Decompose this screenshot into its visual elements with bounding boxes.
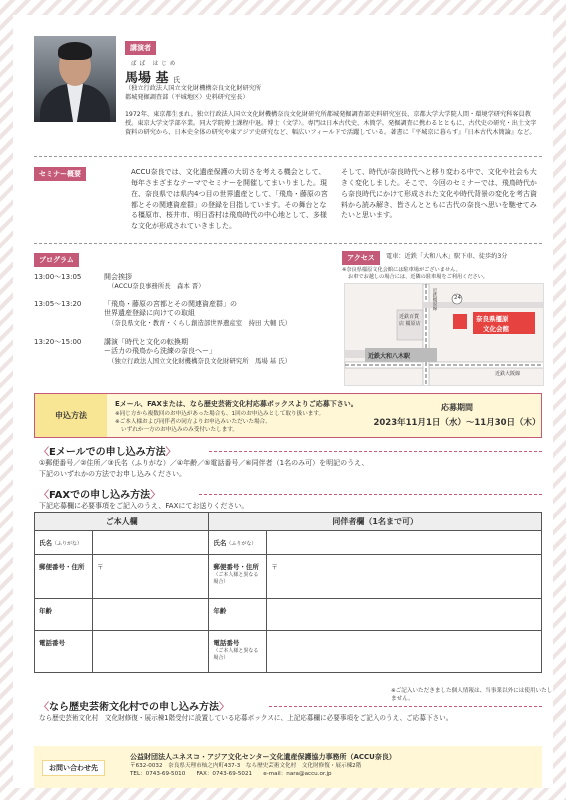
contact-address: 〒632-0032 奈良県天理市杣之内町437-3 なら歴史芸術文化村 文化財修復・展示棟2階 [130,763,362,769]
section-rule [269,706,542,707]
village-instructions: なら歴史芸術文化村 文化財修復・展示棟1階受付に設置している応募ボックスに、上記応募欄に必要事項をご記入のうえ、ご応募下さい。 [39,714,453,722]
seminar-text-left: ACCU奈良では、文化遺産保護の大切さを考える機会として、毎年さまざまなテーマでセミナーを開催してまいりました。現在、奈良県では県内4つ目の世界遺産として、「飛鳥・藤原の宮都とその関連資産群」の登録を目指しています。その舞台となる橿原市、桜井市、明日香村は飛鳥時代の中心地として、多様な文化が形成されていきました。 [131,168,328,231]
program-time: 13:05～13:20 [34,300,82,308]
access-notes: ※奈良県橿原文化会館には駐車場がございません。 お車でお越しの場合には、近隣の駐車場をご利用ください。 [342,267,489,281]
fax-form: ご本人欄 同伴者欄（1名まで可） 氏名（ふりがな） 氏名（ふりがな） 郵便番号・住所 〒 郵便番号・住所 （ご本人様と異なる場合） 〒 年齢 年齢 電話番号 電話番号 （ご本人様と異なる場合） [34,512,542,673]
self-column-header: ご本人欄 [35,513,209,531]
fax-instructions: 下記応募欄に必要事項をご記入のうえ、FAXにてお送りください。 [39,502,249,510]
divider [34,243,542,244]
companion-name-field[interactable] [267,531,542,555]
access-transit: 電車：近鉄「大和八木」駅下車、徒歩約3分 [386,253,508,260]
lecturer-photo [34,36,116,122]
map-venue-label: 奈良県橿原 [476,315,509,323]
period-value: 2023年11月1日（水）～11月30日（木） [373,418,541,428]
map-road-label: 近鉄橿原線 [432,288,437,311]
privacy-note: ※ご記入いただきました個人情報は、当事業以外には使用いたしません。 [391,688,553,702]
map-store-label: 近鉄百貨店 橿原店 [399,314,421,327]
section-rule [209,451,542,452]
village-section-title: 〈なら歴史芸術文化村での申し込み方法〉 [39,702,229,713]
lecturer-tag: 講演者 [125,41,156,55]
seminar-text-right: そして、時代が奈良時代へと移り変わる中で、文化や社会も大きく変化しました。そこで、今回のセミナーでは、飛鳥時代から奈良時代にかけて形成された文化や時代背景の変化を考古資料から読み解き、皆さんとともに古代の奈良へ思いを馳せてみたいと思います。 [341,168,537,220]
self-name-field[interactable] [93,531,209,555]
map-station-label: 近鉄大和八木駅 [368,353,411,360]
access-map [344,283,544,386]
apply-note: ※ご本人様および同伴者の同方よりお申込みいただいた場合、 [115,418,271,425]
map-line-label: 近鉄大阪線 [495,371,521,377]
program-time: 13:20～15:00 [34,338,82,346]
venue-marker [453,314,467,329]
apply-note: いずれか一方のお申込みのみ受付いたします。 [121,426,239,433]
access-tag: アクセス [342,251,380,265]
lecturer-ruby: ばば はじめ [131,61,179,67]
map-venue-label: 文化会館 [483,325,509,333]
program-time: 13:00～13:05 [34,273,82,281]
fax-section-title: 〈FAXでの申し込み方法〉 [39,490,161,501]
companion-phone-field[interactable] [267,631,542,673]
companion-address-field[interactable]: 〒 [267,555,542,599]
section-rule [199,494,542,495]
email-instructions: ①郵便番号／②住所／③氏名（ふりがな）／④年齢／⑤電話番号／⑥同伴者（1名のみ可）を明記のうえ、 下記のいずれかの方法でお申し込みください。 [39,459,369,478]
map-route-label: 24 [454,295,461,301]
self-age-field[interactable] [93,599,209,631]
seminar-tag: セミナー概要 [34,167,86,181]
apply-method: Eメール、FAXまたは、なら歴史芸術文化村応募ボックスよりご応募下さい。 [115,400,358,408]
lecturer-name: 馬場 基 氏 [125,71,181,86]
self-address-field[interactable]: 〒 [93,555,209,599]
divider [34,156,542,157]
companion-age-field[interactable] [267,599,542,631]
self-phone-field[interactable] [93,631,209,673]
period-label: 応募期間 [441,403,473,412]
flyer-back-page: 講演者 ばば はじめ 馬場 基 氏 （独立行政法人国立文化財機構奈良文化財研究所 都城発掘調査部（平城地区）史料研究室長） 1972年、東京都生まれ。独立行政法人国立文化財機構奈良文化財研究所都城発掘調査部史料研究室長、京都大学大学院人間・環境学研究科客員教授。東京大学文学部卒業。同大学院博士課程中退。博士（文学）。専門は日本古代史、木簡学。発掘調査に携わるとともに、古代史の研究・出土文字資料の研究から、日本史全体の研究や東アジア史研究など、幅広いフィールドで活躍している。著書に『平城京に暮らす』『日本古代木簡論』など。 セミナー概要 ACCU奈良では、文化遺産保護の大切さを考える機会として、毎年さまざまなテーマでセミナーを開催してまいりました。現在、奈良県では県内4つ目の世界遺産として、「飛鳥・藤原の宮都とその関連資産群」の登録を目指しています。その舞台となる橿原市、桜井市、明日香村は飛鳥時代の中心地として、多様な文化が形成されていきました。 そして、時代が奈良時代へと移り変わる中で、文化や社会も大きく変化しました。そこで、今回のセミナーでは、飛鳥時代から奈良時代にかけて形成された文化や時代背景の変化を考古資料から読み解き、皆さんとともに古代の奈良へ思いを馳せてみたいと思います。 プログラム 13:00～13:05 開会挨拶 （ACCU奈良事務所長 森本 晋） 13:05～13:20 「飛鳥・藤原の宮都とその関連資産群」の 世界遺産登録に向けての取組 （奈良県文化・教育・くらし創造部世界遺産室 持田 大輔 氏） 13:20～15:00 講演「時代と文化の転換期 ー活力の飛鳥から洗練の奈良へー」 （独立行政法人国立文化財機構奈良文化財研究所 馬場 基 氏） アクセス 電車：近鉄「大和八木」駅下車、徒歩約3分 ※奈良県橿原文化会館には駐車場がございません。 お車でお越しの場合には、近隣の駐車場をご利用ください。 近鉄大和八木駅 近鉄百貨店 橿原店 奈良県橿原 文化会館 近鉄大阪線 24 近鉄橿原線 申込方法 Eメール、FAXまたは、なら歴史芸術文化村応募ボックスよりご応募下さい。 ※同じ方から複数回のお申込があった場合も、1回のお申込みとして取り扱います。 ※ご本人様および同伴者の同方よりお申込みいただいた場合、 いずれか一方のお申込みのみ受付いたします。 応募期間 2023年11月1日（水）～11月30日（木） 〈Eメールでの申し込み方法〉 ①郵便番号／②住所／③氏名（ふりがな）／④年齢／⑤電話番号／⑥同伴者（1名のみ可）を明記のうえ、 下記のいずれかの方法でお申し込みください。 〈FAXでの申し込み方法〉 下記応募欄に必要事項をご記入のうえ、FAXにてお送りください。 ご本人欄 同伴者欄（1名まで可） 氏名（ふりがな） 氏名（ふりがな） 郵便番号・住所 〒 郵便番号・住所 （ご本人様と異なる場合） 〒 年齢 年齢 電話番号 電話番号 （ご本人様と異なる場合） ※ご記入いただきました個人情報は、当事業以外には使用いたしません。 〈なら歴史芸術文化村での申し込み方法〉 なら歴史芸術文化村 文化財修復・展示棟1階受付に設置している応募ボックスに、上記応募欄に必要事項をご記入のうえ、ご応募下さい。 お問い合わせ先 公益財団法人ユネスコ・アジア文化センター文化遺産保護協力事務所（ACCU奈良） 〒632-0032 奈良県天理市杣之内町437-3 なら歴史芸術文化村 文化財修復・展示棟2階 TEL：0743-69-5010 FAX：0743-69-5021 e-mail：nara@accu.or.jp [13,15,553,788]
program-tag: プログラム [34,253,79,267]
email-section-title: 〈Eメールでの申し込み方法〉 [39,447,176,458]
contact-label: お問い合わせ先 [42,760,105,776]
apply-label: 申込方法 [35,394,107,437]
contact-phone: TEL：0743-69-5010 FAX：0743-69-5021 e-mail：nara@accu.or.jp [130,771,332,778]
contact-org: 公益財団法人ユネスコ・アジア文化センター文化遺産保護協力事務所（ACCU奈良） [130,753,396,761]
apply-note: ※同じ方から複数回のお申込があった場合も、1回のお申込みとして取り扱います。 [115,411,325,417]
lecturer-affiliation: （独立行政法人国立文化財機構奈良文化財研究所 都城発掘調査部（平城地区）史料研究室長） [125,85,262,101]
lecturer-bio: 1972年、東京都生まれ。独立行政法人国立文化財機構奈良文化財研究所都城発掘調査部史料研究室長、京都大学大学院人間・環境学研究科客員教授。東京大学文学部卒業。同大学院博士課程中退。博士（文学）。専門は日本古代史、木簡学。発掘調査に携わるとともに、古代史の研究・出土文字資料の研究から、日本史全体の研究や東アジア史研究など、幅広いフィールドで活躍している。著書に『平城京に暮らす』『日本古代木簡論』など。 [125,111,537,136]
apply-box [34,393,542,438]
contact-box [34,746,542,788]
companion-column-header: 同伴者欄（1名まで可） [209,513,542,531]
